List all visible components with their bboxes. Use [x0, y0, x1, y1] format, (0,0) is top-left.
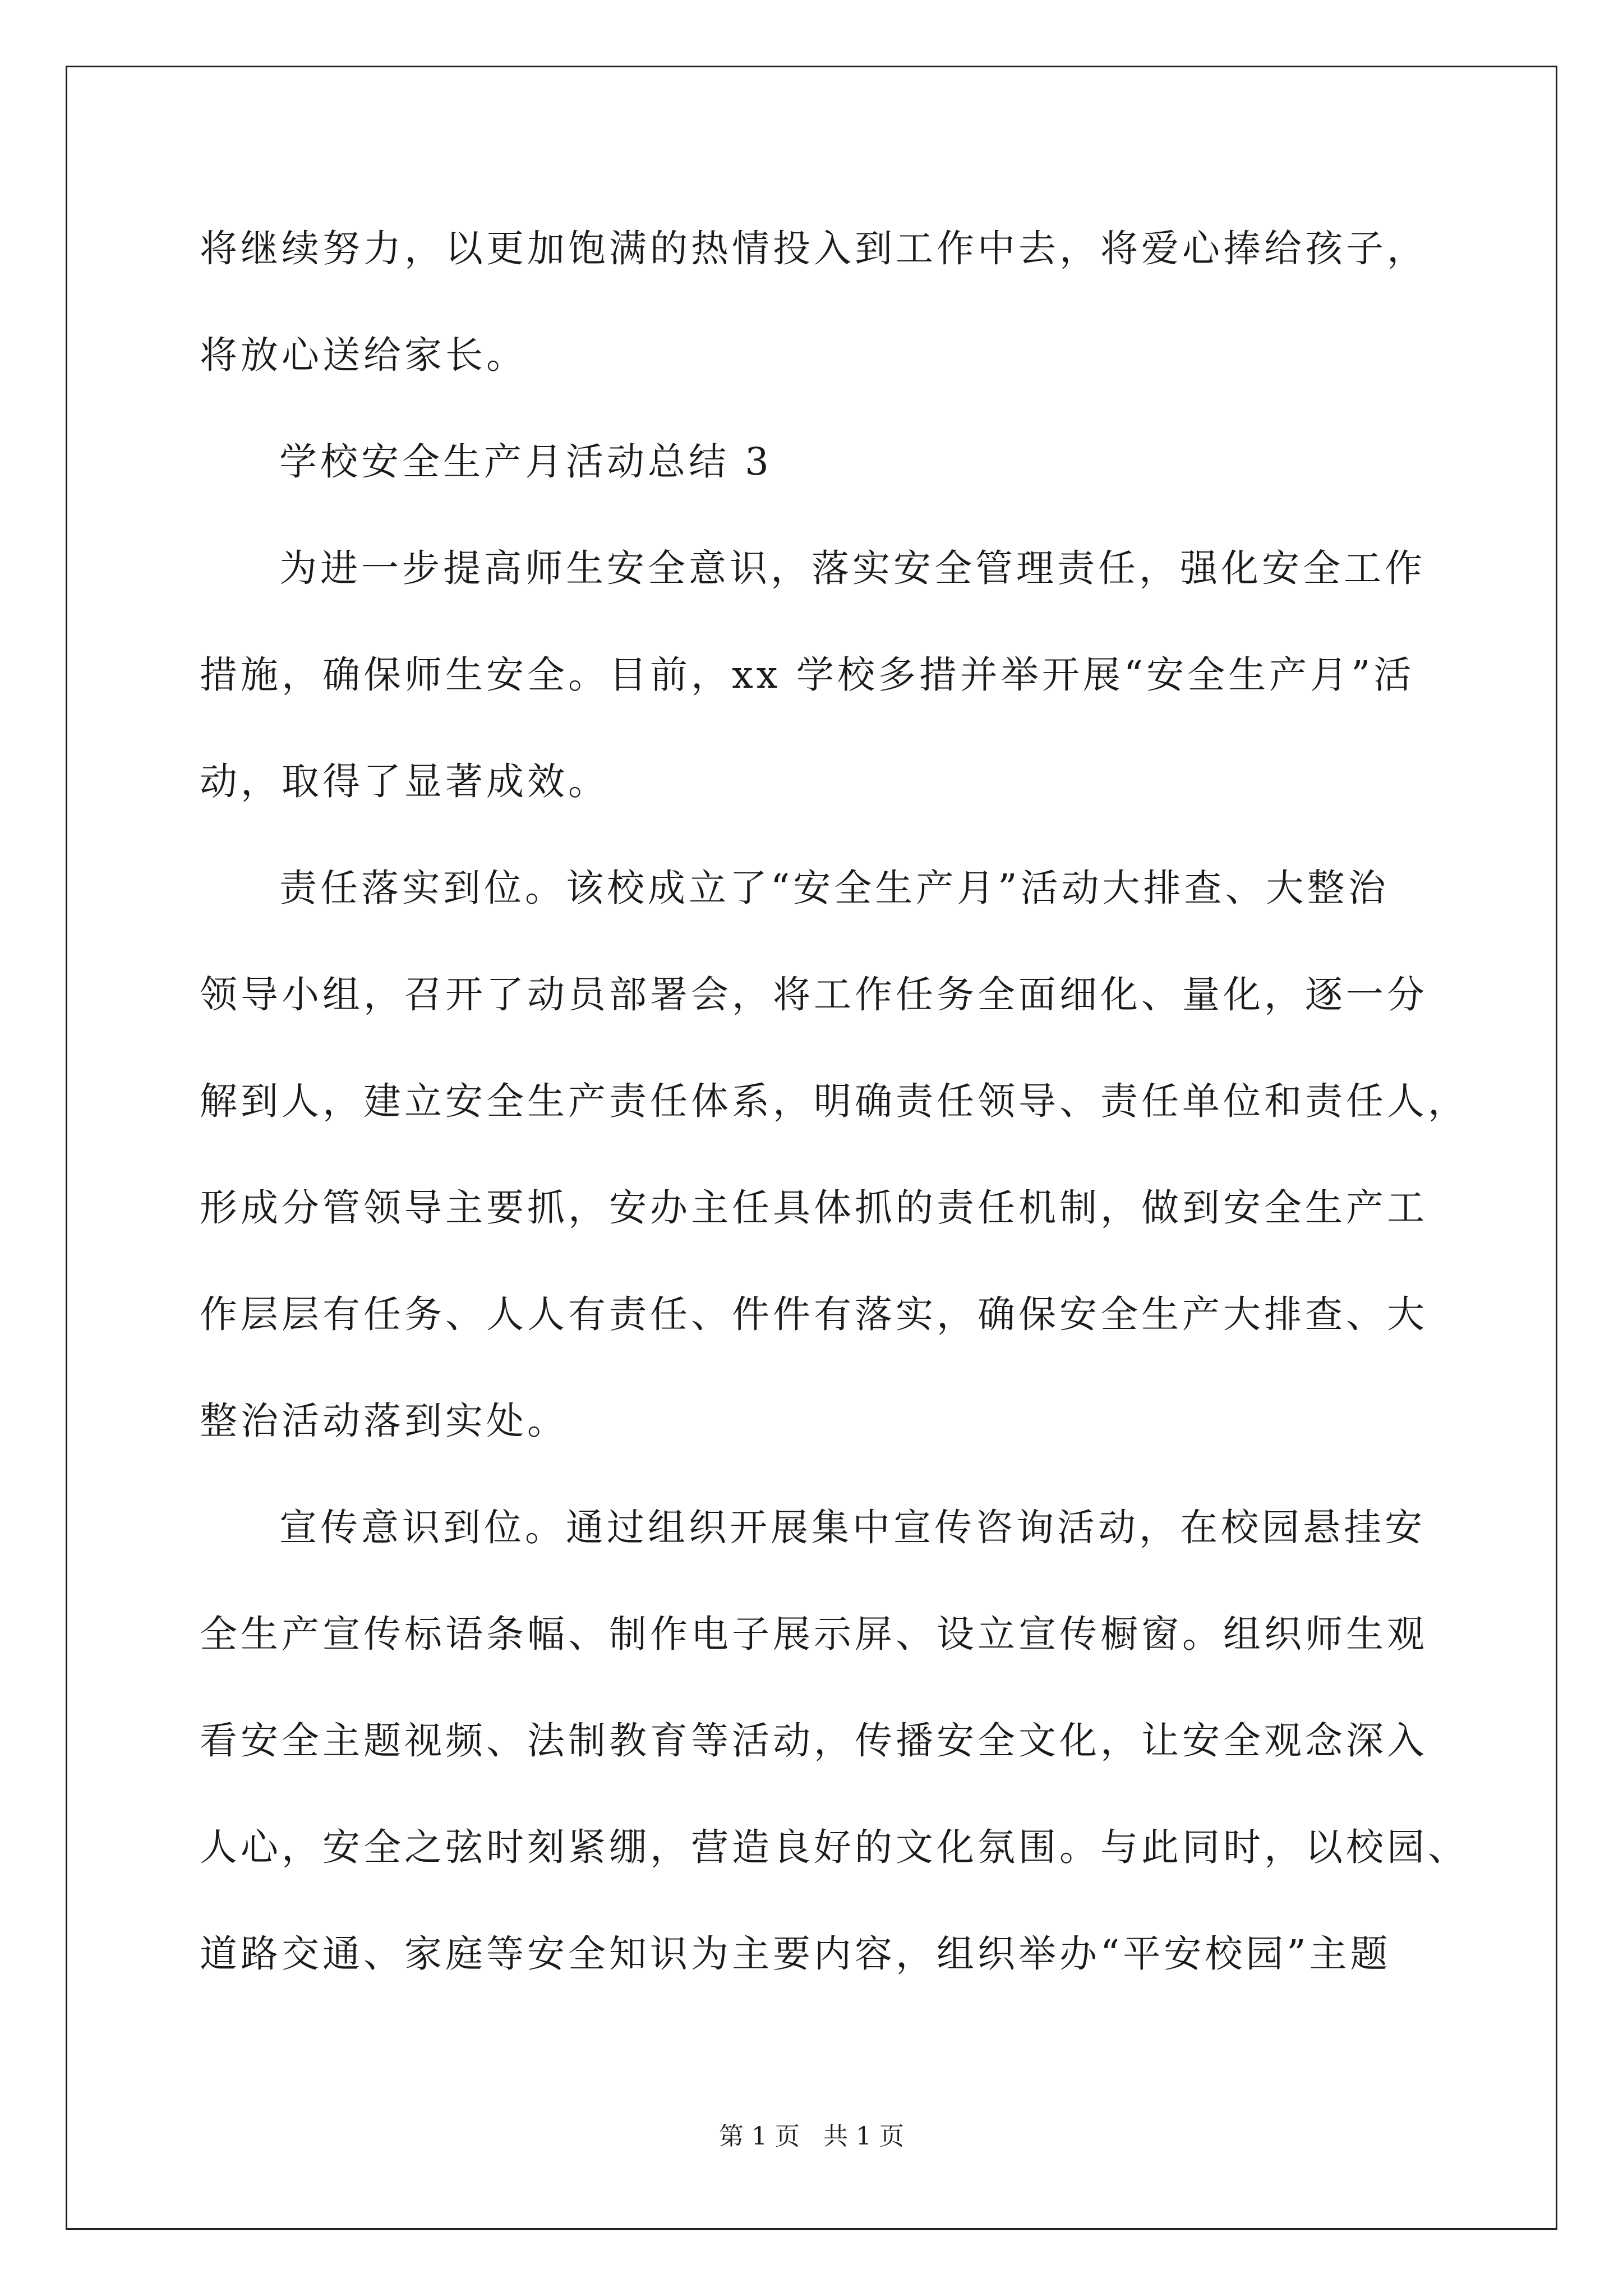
body-text-line: 宣传意识到位。通过组织开展集中宣传咨询活动，在校园悬挂安	[279, 1506, 1426, 1549]
body-text-line: 将放心送给家长。	[200, 333, 527, 377]
body-text-line: 措施，确保师生安全。目前，xx 学校多措并举开展“安全生产月”活	[200, 653, 1415, 697]
body-text-line: 为进一步提高师生安全意识，落实安全管理责任，强化安全工作	[279, 546, 1426, 590]
body-text-line: 责任落实到位。该校成立了“安全生产月”活动大排查、大整治	[279, 866, 1389, 910]
body-text-line: 整治活动落到实处。	[200, 1399, 568, 1443]
page-footer: 第 1 页 共 1 页	[719, 2122, 904, 2151]
page-border	[66, 66, 1557, 2230]
body-text-line: 领导小组，召开了动员部署会，将工作任务全面细化、量化，逐一分	[200, 973, 1428, 1016]
body-text-line: 解到人，建立安全生产责任体系，明确责任领导、责任单位和责任人，	[200, 1079, 1469, 1123]
body-text-line: 作层层有任务、人人有责任、件件有落实，确保安全生产大排查、大	[200, 1292, 1428, 1336]
body-text-line: 全生产宣传标语条幅、制作电子展示屏、设立宣传橱窗。组织师生观	[200, 1612, 1428, 1656]
body-text-line: 道路交通、家庭等安全知识为主要内容，组织举办“平安校园”主题	[200, 1932, 1391, 1976]
body-text-line: 看安全主题视频、法制教育等活动，传播安全文化，让安全观念深入	[200, 1719, 1428, 1763]
body-text-line: 将继续努力，以更加饱满的热情投入到工作中去，将爱心捧给孩子，	[200, 227, 1428, 270]
section-heading: 学校安全生产月活动总结 3	[279, 440, 772, 484]
body-text-line: 人心，安全之弦时刻紧绷，营造良好的文化氛围。与此同时，以校园、	[200, 1825, 1469, 1869]
body-text-line: 形成分管领导主要抓，安办主任具体抓的责任机制，做到安全生产工	[200, 1186, 1428, 1230]
body-text-line: 动，取得了显著成效。	[200, 760, 609, 803]
